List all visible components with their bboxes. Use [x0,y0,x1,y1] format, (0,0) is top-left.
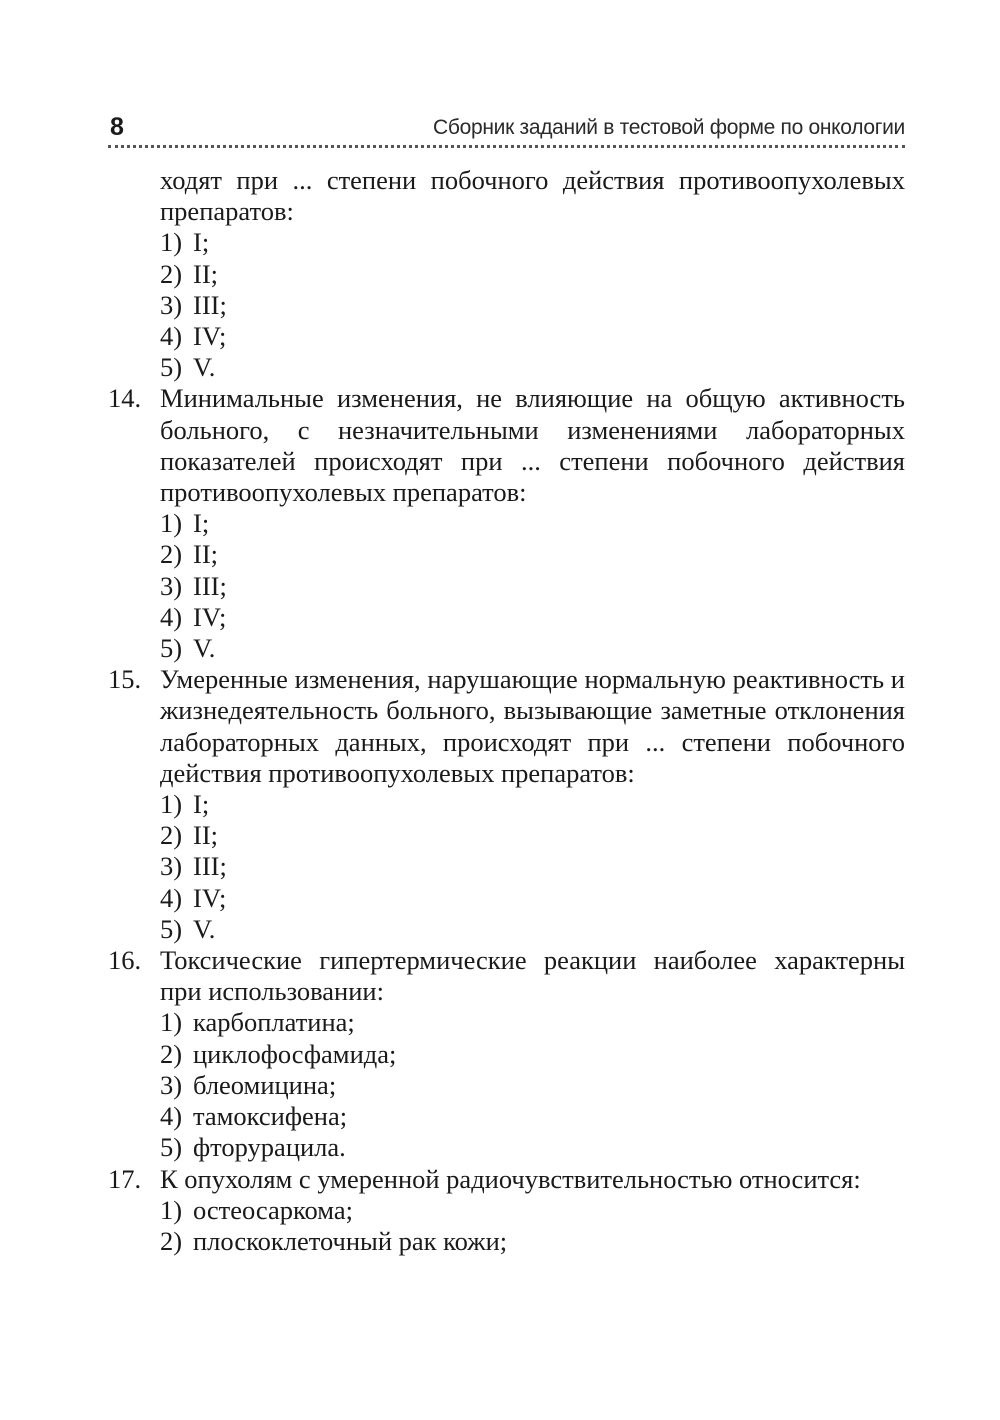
answer-number: 1) [160,1007,183,1038]
page-number: 8 [110,113,124,141]
question-text: ходят при ... степени побочного действия противоопухолевых препаратов: [160,165,905,227]
answer-number: 3) [160,289,183,320]
answer-option [160,1195,905,1226]
answer-text: карбоплатина; [193,1007,355,1038]
question-number: 17. [108,1163,142,1194]
answer-option [160,1070,905,1101]
answer-option [160,571,905,602]
answer-text: фторурацила. [193,1132,346,1163]
question-17 [108,1164,905,1258]
answer-option [160,227,905,258]
answer-text: плоскоклеточный рак кожи; [193,1225,508,1256]
answer-number: 4) [160,1101,183,1132]
answer-number: 2) [160,539,183,570]
answer-option [160,1101,905,1132]
answer-list [108,227,905,383]
question-text: Токсические гипертермические реакции наиболее характерны при использовании: [160,945,905,1007]
answer-text: I; [193,227,210,258]
answer-option [160,1039,905,1070]
answer-option [160,321,905,352]
answer-text: V. [193,913,216,944]
answer-number: 5) [160,352,183,383]
answer-number: 3) [160,851,183,882]
question-14 [108,383,905,664]
answer-number: 2) [160,1225,183,1256]
page-content [108,165,905,1257]
answer-text: III; [193,289,227,320]
answer-text: II; [193,539,219,570]
answer-option [160,352,905,383]
answer-text: II; [193,820,219,851]
answer-text: V. [193,352,216,383]
answer-number: 4) [160,601,183,632]
answer-list [108,789,905,945]
answer-option [160,290,905,321]
answer-option [160,789,905,820]
answer-number: 3) [160,1069,183,1100]
answer-text: IV; [193,601,227,632]
answer-text: остеосаркома; [193,1194,354,1225]
question-continued [108,165,905,383]
answer-number: 2) [160,1038,183,1069]
answer-text: I; [193,508,210,539]
answer-number: 1) [160,508,183,539]
answer-number: 2) [160,258,183,289]
answer-option [160,259,905,290]
answer-option [160,602,905,633]
answer-text: V. [193,633,216,664]
answer-number: 1) [160,227,183,258]
question-text: К опухолям с умеренной радиочувствительностью относится: [160,1163,861,1194]
answer-text: I; [193,789,210,820]
question-number: 16. [108,945,142,976]
answer-text: III; [193,570,227,601]
answer-list [108,1007,905,1163]
running-title: Сборник заданий в тестовой форме по онкологии [433,116,905,139]
question-text: Минимальные изменения, не влияющие на общую активность больного, с незначительными изменениями лабораторных показателей происходят при ... степени побочного действия противоопухолевых препаратов: [160,383,905,508]
question-number: 14. [108,383,142,414]
answer-number: 4) [160,321,183,352]
answer-option [160,633,905,664]
answer-text: II; [193,258,219,289]
answer-option [160,883,905,914]
answer-number: 4) [160,882,183,913]
answer-option [160,539,905,570]
answer-text: тамоксифена; [193,1101,348,1132]
answer-option [160,1226,905,1257]
answer-number: 5) [160,1132,183,1163]
question-16 [108,945,905,1163]
answer-number: 1) [160,1194,183,1225]
answer-option [160,508,905,539]
answer-text: IV; [193,321,227,352]
question-number: 15. [108,664,142,695]
answer-number: 2) [160,820,183,851]
question-text: Умеренные изменения, нарушающие нормальную реактивность и жизнедеятельность больного, вызывающие заметные отклонения лабораторных данных, происходят при ... степени побочного действия противоопухолевых препаратов: [160,664,905,788]
answer-number: 5) [160,633,183,664]
answer-option [160,1007,905,1038]
page-header [108,110,905,144]
answer-number: 3) [160,570,183,601]
answer-number: 5) [160,913,183,944]
answer-option [160,914,905,945]
answer-list [108,508,905,664]
question-15 [108,664,905,945]
answer-option [160,820,905,851]
answer-number: 1) [160,789,183,820]
answer-text: циклофосфамида; [193,1038,397,1069]
header-divider [108,145,905,148]
answer-text: IV; [193,882,227,913]
answer-text: III; [193,851,227,882]
answer-list [108,1195,905,1257]
answer-text: блеомицина; [193,1069,337,1100]
answer-option [160,851,905,882]
answer-option [160,1132,905,1163]
